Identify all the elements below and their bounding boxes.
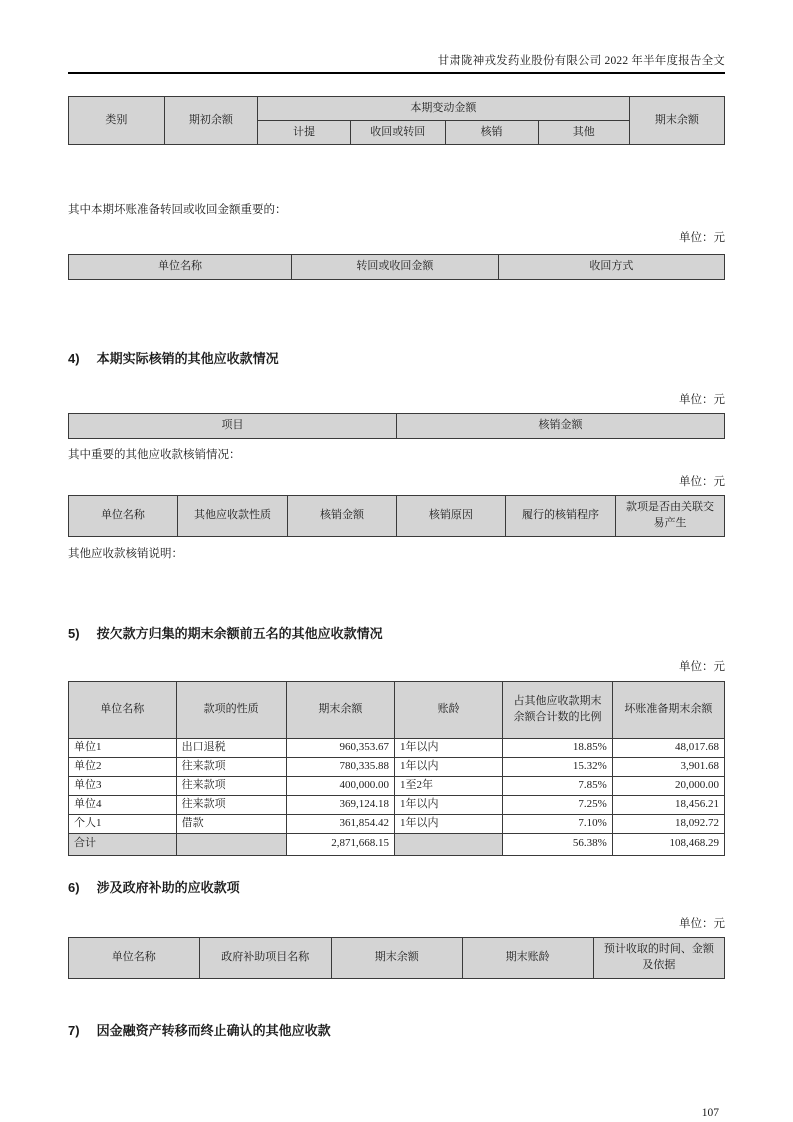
cell-bad-debt: 48,017.68 <box>612 739 724 758</box>
cell-unit-name: 单位2 <box>69 757 177 776</box>
section-4-heading <box>68 348 725 367</box>
document-header-title: 甘肃陇神戎发药业股份有限公司 2022 年半年度报告全文 <box>437 55 725 67</box>
col-header-recovery-method: 收回方式 <box>498 255 724 280</box>
col-header-change-group: 本期变动金额 <box>257 97 629 121</box>
table-row <box>69 414 725 439</box>
section-7-title: 因金融资产转移而终止确认的其他应收款 <box>96 1022 331 1038</box>
cell-closing-balance: 780,335.88 <box>286 757 394 776</box>
important-writeoff-detail-table <box>68 495 725 537</box>
section-5-title: 按欠款方归集的期末余额前五名的其他应收款情况 <box>96 626 383 641</box>
cell-nature: 往来款项 <box>176 757 286 776</box>
cell-unit-name: 单位1 <box>69 739 177 758</box>
unit-label: 单位：元 <box>679 476 725 488</box>
cell-unit-name: 个人1 <box>69 814 177 833</box>
section-6-heading <box>68 877 725 896</box>
cell-total-bad-debt: 108,468.29 <box>612 833 724 855</box>
col-header-reversal-amount: 转回或收回金额 <box>292 255 499 280</box>
section-7-heading <box>68 1020 725 1039</box>
col-header-category: 类别 <box>69 97 165 145</box>
note-important-writeoff: 其中重要的其他应收款核销情况： <box>68 449 241 461</box>
cell-aging: 1至2年 <box>395 776 503 795</box>
col-header-closing-balance: 期末余额 <box>332 937 463 978</box>
section-6-title: 涉及政府补助的应收款项 <box>96 879 240 895</box>
section-6-number: 6) <box>68 879 80 895</box>
cell-ratio: 7.25% <box>503 795 613 814</box>
cell-closing-balance: 361,854.42 <box>286 814 394 833</box>
col-header-writeoff-amount: 核销金额 <box>288 496 397 537</box>
cell-unit-name: 单位4 <box>69 795 177 814</box>
col-header-expected-collection: 预计收取的时间、金额及依据 <box>593 937 724 978</box>
government-subsidy-receivable-table <box>68 937 725 979</box>
cell-nature: 借款 <box>176 814 286 833</box>
page-content <box>68 0 725 1119</box>
table-row <box>69 97 725 121</box>
unit-label: 单位：元 <box>679 917 725 930</box>
table-row <box>69 739 725 758</box>
cell-total-ratio: 56.38% <box>503 833 613 855</box>
section-5-heading <box>68 623 725 642</box>
cell-ratio: 7.85% <box>503 776 613 795</box>
actual-writeoff-table <box>68 413 725 439</box>
cell-total-closing-balance: 2,871,668.15 <box>286 833 394 855</box>
reversal-recovery-table <box>68 254 725 280</box>
col-header-other: 其他 <box>538 121 629 145</box>
col-header-writeoff-amount: 核销金额 <box>397 414 725 439</box>
col-header-writeoff-procedure: 履行的核销程序 <box>505 496 615 537</box>
cell-nature: 往来款项 <box>176 795 286 814</box>
cell-closing-balance: 369,124.18 <box>286 795 394 814</box>
cell-bad-debt: 3,901.68 <box>612 757 724 776</box>
col-header-writeoff: 核销 <box>445 121 538 145</box>
section-5-number: 5) <box>68 626 80 641</box>
col-header-nature: 款项的性质 <box>176 682 286 739</box>
table-row <box>69 255 725 280</box>
cell-closing-balance: 400,000.00 <box>286 776 394 795</box>
cell-aging: 1年以内 <box>395 739 503 758</box>
col-header-ratio: 占其他应收款期末余额合计数的比例 <box>503 682 613 739</box>
col-header-closing-balance: 期末余额 <box>286 682 394 739</box>
col-header-subsidy-project: 政府补助项目名称 <box>199 937 332 978</box>
unit-label: 单位：元 <box>679 661 725 673</box>
header-rule <box>68 72 725 74</box>
col-header-unit-name: 单位名称 <box>69 255 292 280</box>
table-row <box>69 757 725 776</box>
cell-bad-debt: 20,000.00 <box>612 776 724 795</box>
table-row <box>69 682 725 739</box>
section-4-number: 4) <box>68 351 80 366</box>
col-header-related-party: 款项是否由关联交易产生 <box>616 496 725 537</box>
top5-debtors-table <box>68 681 725 856</box>
col-header-closing-aging: 期末账龄 <box>462 937 593 978</box>
table-row <box>69 814 725 833</box>
note-writeoff-explanation: 其他应收款核销说明： <box>68 548 183 560</box>
table-row <box>69 776 725 795</box>
col-header-recover: 收回或转回 <box>351 121 445 145</box>
page-number: 107 <box>701 1106 719 1119</box>
cell-nature: 出口退税 <box>176 739 286 758</box>
unit-label: 单位：元 <box>679 232 725 244</box>
col-header-receivable-nature: 其他应收款性质 <box>177 496 287 537</box>
table-row <box>69 795 725 814</box>
col-header-accrual: 计提 <box>257 121 350 145</box>
cell-bad-debt: 18,456.21 <box>612 795 724 814</box>
cell-ratio: 7.10% <box>503 814 613 833</box>
col-header-item: 项目 <box>69 414 397 439</box>
cell-closing-balance: 960,353.67 <box>286 739 394 758</box>
col-header-unit-name: 单位名称 <box>69 682 177 739</box>
table-row <box>69 937 725 978</box>
cell-total-label: 合计 <box>69 833 177 855</box>
cell-nature: 往来款项 <box>176 776 286 795</box>
bad-debt-provision-change-table <box>68 96 725 145</box>
cell-aging: 1年以内 <box>395 795 503 814</box>
table-row <box>69 496 725 537</box>
col-header-aging: 账龄 <box>395 682 503 739</box>
note-important-reversal: 其中本期坏账准备转回或收回金额重要的： <box>68 204 287 216</box>
col-header-unit-name: 单位名称 <box>69 937 200 978</box>
section-4-title: 本期实际核销的其他应收款情况 <box>96 351 279 366</box>
table-total-row <box>69 833 725 855</box>
section-7-number: 7) <box>68 1022 80 1038</box>
col-header-writeoff-reason: 核销原因 <box>396 496 505 537</box>
col-header-closing-balance: 期末余额 <box>629 97 724 145</box>
col-header-unit-name: 单位名称 <box>69 496 178 537</box>
cell-ratio: 15.32% <box>503 757 613 776</box>
col-header-bad-debt-provision: 坏账准备期末余额 <box>612 682 724 739</box>
cell-unit-name: 单位3 <box>69 776 177 795</box>
col-header-opening-balance: 期初余额 <box>164 97 257 145</box>
cell-empty <box>395 833 503 855</box>
cell-aging: 1年以内 <box>395 814 503 833</box>
cell-bad-debt: 18,092.72 <box>612 814 724 833</box>
cell-aging: 1年以内 <box>395 757 503 776</box>
cell-ratio: 18.85% <box>503 739 613 758</box>
cell-empty <box>176 833 286 855</box>
unit-label: 单位：元 <box>679 394 725 406</box>
